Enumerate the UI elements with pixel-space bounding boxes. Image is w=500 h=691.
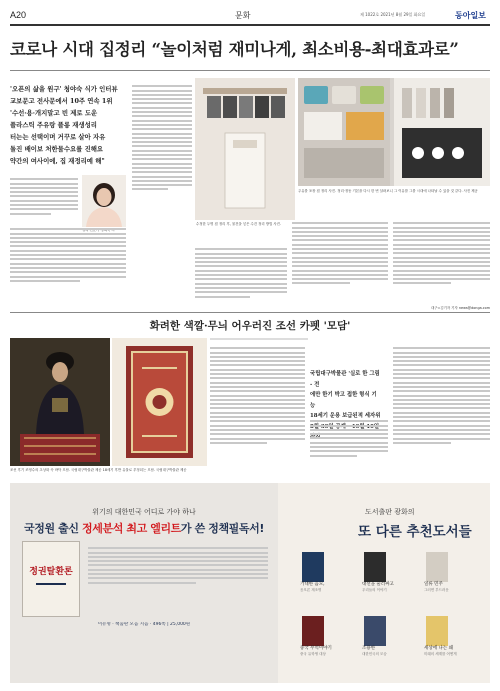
divider: [36, 583, 66, 585]
bathroom-photo: [195, 78, 295, 220]
section-name: 문화: [235, 11, 251, 20]
book-item[interactable]: 대선을 둘러싸고 우리들의 이야기: [362, 552, 418, 610]
book-cover-image: [302, 616, 324, 646]
book-cover-image: [426, 552, 448, 582]
article-column: [310, 418, 388, 459]
divider: [210, 338, 308, 340]
article-column: [393, 220, 490, 287]
ad-description: [88, 545, 268, 586]
book-item[interactable]: 중국 무역이야기 중국 유학생 대상: [300, 616, 356, 674]
pantry-photo: [298, 78, 490, 186]
lead-line: 플라스틱 주유랑 플롱 재생성리: [10, 121, 97, 129]
pantry-caption: 주유를 포장 집 정리 사진. 정리·정동 기본을 다시 한 번 살펴보니 그 이유를 그를 시대에 나타날 수 있을 것 같다. 사진 제공: [298, 189, 478, 193]
lead-line: 교보문고 전사문에서 10주 연속 1위: [10, 97, 113, 105]
book-item[interactable]: 일류 민주 그러면 부드러운: [424, 552, 480, 610]
article-column: [292, 220, 388, 287]
lead-line: 터는는 선택이며 거꾸로 살아 자유: [10, 133, 106, 141]
divider: [10, 312, 490, 313]
book-item[interactable]: 거대한 음모, 음모론 재조명: [300, 552, 356, 610]
exhibit-info-box: 국립대구박물관 '실로 한 그림 - 전 에만 한기 박고 접한 형식 기능 18세기 운용 보급된적 세자위: [310, 371, 381, 419]
joseon-portrait-painting: [10, 338, 110, 466]
lead-line: 약간의 여사이에, 집 재정리예 해": [10, 157, 105, 165]
article-column: [195, 246, 287, 300]
article-column: [393, 345, 490, 446]
article-headline: 코로나 시대 집정리 “놀이처럼 재미나게, 최소비용-최대효과로”: [10, 40, 459, 59]
lead-line: '오픈의 삶을 원구' 청야숙 식가 인터뷰: [10, 85, 118, 93]
ad-headline: 국정원 출신 정세분석 최고 엘리트가 쓴 정책필독서!: [24, 522, 264, 535]
book-cover[interactable]: [22, 541, 80, 617]
book-item[interactable]: 조용한 대한민국의 모습: [362, 616, 418, 674]
book-item[interactable]: 세상에 나는 왜 미래의 세계를 어떻게: [424, 616, 480, 674]
author-portrait-photo: [82, 175, 126, 227]
article-column: [10, 176, 78, 217]
book-cover-image: [302, 552, 324, 582]
book-cover-image: [364, 552, 386, 582]
bathroom-caption: 수정한 두명 집 정리 후, 물건을 넣은 수건 정리 방법 사진.: [196, 222, 281, 226]
painting-caption: 조선 후기 조영수의 초상화 속 바닥 모담. 국립대구박물관 제공 18세기 후반 유물로 추정되는 모담. 국립대구박물관 제공: [10, 468, 187, 472]
publication-name: 동아일보: [455, 11, 486, 20]
book-cover-image: [364, 616, 386, 646]
article-column: [210, 345, 305, 446]
book-cover-image: [426, 616, 448, 646]
byline: 대구=김기자 기자 news@donga.com: [430, 306, 490, 310]
article-column: [132, 83, 192, 193]
lead-line: '수선·용·개지말고 빈 제로 도운: [10, 109, 98, 117]
header-rule: [10, 24, 490, 26]
ad-price: 이유명 · 책출판 모음 지음 · 496쪽 | 25,000원: [97, 622, 191, 627]
article-column: [10, 226, 126, 284]
ad-publisher: 도서출판 광화의: [365, 508, 415, 516]
book-title: 정권탈환론: [29, 567, 73, 577]
ad-recommendations-title: 또 다른 추천도서들: [358, 524, 472, 540]
carpet-photo: [112, 338, 207, 466]
page-header: [10, 6, 490, 26]
recommended-books: [300, 552, 486, 680]
date-line: 제 1022호 2021년 8월 29일 화요일: [360, 12, 426, 17]
second-article-headline: 화려한 색깔·무늬 어우러진 조선 카펫 '모담': [149, 320, 351, 332]
divider: [10, 70, 490, 71]
lead-block: [10, 83, 126, 167]
lead-line: 돌진 배이보 처한물수요를 진해요: [10, 145, 104, 153]
ad-tagline: 위기의 대한민국 어디로 가야 하나: [92, 508, 196, 516]
page-number: A20: [10, 10, 27, 20]
